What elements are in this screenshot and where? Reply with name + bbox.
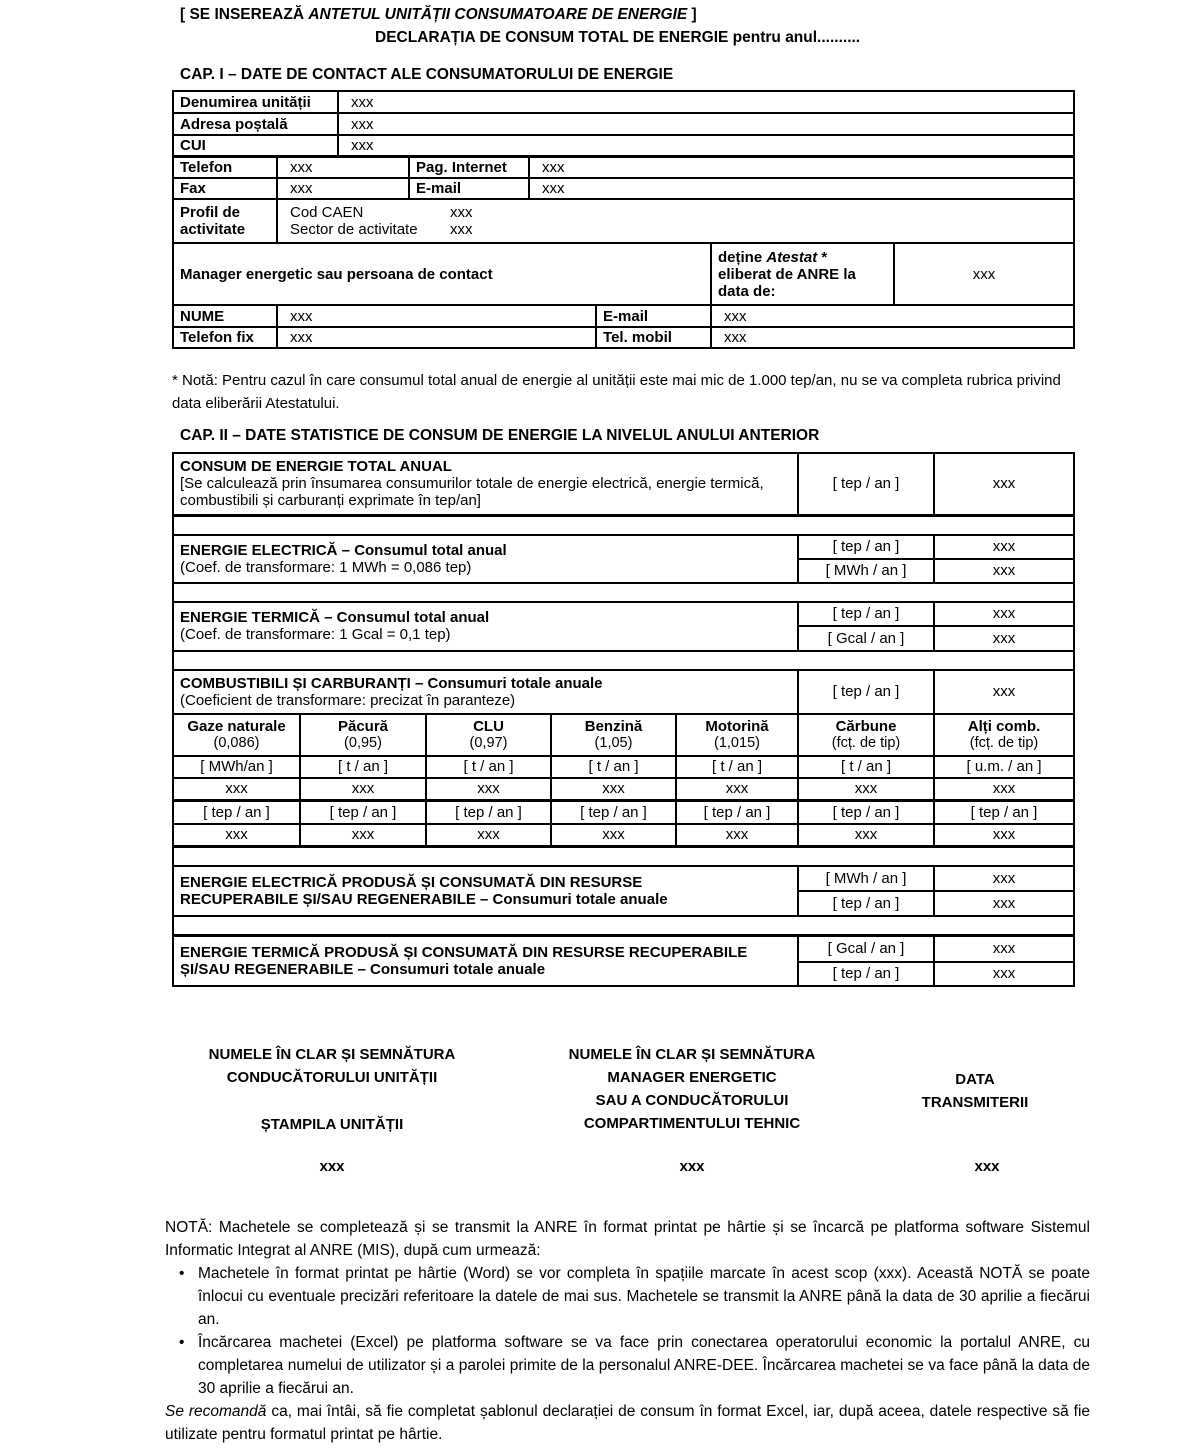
label-adresa-postala: Adresa poștală bbox=[173, 113, 338, 135]
label-nume: NUME bbox=[173, 305, 277, 327]
field-fuel-gaze-native[interactable]: xxx bbox=[173, 778, 300, 801]
profil-activitate-cell bbox=[277, 199, 1074, 243]
separator-row bbox=[173, 651, 1074, 670]
label-telefon-fix: Telefon fix bbox=[173, 327, 277, 348]
field-combustibili-total[interactable]: xxx bbox=[934, 670, 1074, 714]
field-fuel-pacura-tep[interactable]: xxx bbox=[300, 824, 426, 847]
cod-caen-line bbox=[290, 204, 1069, 221]
row-fuel-headers bbox=[173, 714, 1074, 756]
row-adresa-postala bbox=[173, 113, 1074, 135]
field-atestat-data[interactable]: xxx bbox=[894, 243, 1074, 305]
field-semnatura-manager[interactable]: xxx bbox=[679, 1158, 705, 1175]
field-denumirea-unitatii[interactable]: xxx bbox=[338, 91, 1074, 113]
separator-row bbox=[173, 515, 1074, 535]
label-sector-activitate: Sector de activitate bbox=[290, 221, 418, 238]
label-email-contact: E-mail bbox=[596, 305, 711, 327]
consum-total-title: CONSUM DE ENERGIE TOTAL ANUAL bbox=[180, 458, 452, 476]
separator-row bbox=[173, 916, 1074, 936]
energie-electrica-desc-cell bbox=[173, 535, 798, 583]
fuel-header-pacura: Păcură (0,95) bbox=[300, 714, 426, 756]
field-fuel-alti-comb-native[interactable]: xxx bbox=[934, 778, 1074, 801]
field-fuel-carbune-native[interactable]: xxx bbox=[798, 778, 934, 801]
field-energie-termica-tep[interactable]: xxx bbox=[934, 602, 1074, 626]
atestat-footnote: * Notă: Pentru cazul în care consumul total anual de energie al unității este mai mic de 1.000 tep/an, nu se va completa rubrica privind data eliberării Atestatului. bbox=[172, 372, 1061, 412]
fuel-tep-unit: [ tep / an ] bbox=[551, 801, 676, 824]
insert-header-line bbox=[180, 6, 697, 24]
row-fuel-values-tep bbox=[173, 824, 1074, 847]
field-data-transmiterii[interactable]: xxx bbox=[974, 1158, 1000, 1175]
label-fax: Fax bbox=[173, 178, 277, 199]
label-pag-internet: Pag. Internet bbox=[409, 157, 529, 179]
et-regenerabile-title-1: ENERGIE TERMICĂ PRODUSĂ ȘI CONSUMATĂ DIN RESURSE RECUPERABILE bbox=[180, 943, 748, 961]
field-telefon[interactable]: xxx bbox=[277, 157, 409, 179]
field-fuel-clu-native[interactable]: xxx bbox=[426, 778, 551, 801]
fuel-tep-unit: [ tep / an ] bbox=[934, 801, 1074, 824]
fuel-tep-unit: [ tep / an ] bbox=[300, 801, 426, 824]
et-regenerabile-unit-tep: [ tep / an ] bbox=[798, 962, 934, 986]
energie-termica-title: ENERGIE TERMICĂ – Consumul total anual bbox=[180, 609, 490, 626]
label-profil-activitate: Profil de activitate bbox=[173, 199, 277, 243]
fuel-unit-benzina: [ t / an ] bbox=[551, 756, 676, 778]
field-pag-internet[interactable]: xxx bbox=[529, 157, 1074, 179]
consum-total-desc: [Se calculează prin însumarea consumurilor totale de energie electrică, energie termică, combustibili și carburanți exprimate în tep/an] bbox=[180, 475, 764, 510]
row-cui bbox=[173, 135, 1074, 157]
separator-row bbox=[173, 847, 1074, 867]
label-denumirea-unitatii: Denumirea unității bbox=[173, 91, 338, 113]
bottom-note bbox=[165, 1216, 1090, 1446]
field-et-regenerabile-gcal[interactable]: xxx bbox=[934, 936, 1074, 962]
cap1-heading: CAP. I – DATE DE CONTACT ALE CONSUMATORULUI DE ENERGIE bbox=[180, 66, 674, 83]
field-energie-electrica-mwh[interactable]: xxx bbox=[934, 559, 1074, 583]
fuel-unit-gaze: [ MWh/an ] bbox=[173, 756, 300, 778]
cap2-heading: CAP. II – DATE STATISTICE DE CONSUM DE ENERGIE LA NIVELUL ANULUI ANTERIOR bbox=[180, 427, 820, 444]
separator-row bbox=[173, 583, 1074, 602]
signature-block bbox=[172, 1043, 1082, 1183]
bullet-icon: • bbox=[179, 1334, 185, 1351]
fuel-unit-carbune: [ t / an ] bbox=[798, 756, 934, 778]
row-fuel-units bbox=[173, 756, 1074, 778]
field-consum-total[interactable]: xxx bbox=[934, 453, 1074, 515]
row-ee-regenerabile-1 bbox=[173, 866, 1074, 891]
field-ee-regenerabile-tep[interactable]: xxx bbox=[934, 891, 1074, 916]
row-energie-termica-1 bbox=[173, 602, 1074, 626]
sector-line bbox=[290, 221, 1069, 238]
field-fuel-alti-comb-tep[interactable]: xxx bbox=[934, 824, 1074, 847]
row-energie-electrica-1 bbox=[173, 535, 1074, 559]
insert-header-italic: ANTETUL UNITĂȚII CONSUMATOARE DE ENERGIE bbox=[308, 6, 688, 23]
ee-regenerabile-title-1: ENERGIE ELECTRICĂ PRODUSĂ ȘI CONSUMATĂ DIN RESURSE bbox=[180, 874, 643, 891]
consumption-table bbox=[172, 452, 1075, 987]
consum-total-unit: [ tep / an ] bbox=[798, 453, 934, 515]
consum-total-desc-cell bbox=[173, 453, 798, 515]
fuel-header-gaze: Gaze naturale (0,086) bbox=[173, 714, 300, 756]
field-tel-mobil[interactable]: xxx bbox=[711, 327, 1074, 348]
insert-header-suffix: ] bbox=[687, 6, 697, 23]
combustibili-unit: [ tep / an ] bbox=[798, 670, 934, 714]
energie-electrica-title: ENERGIE ELECTRICĂ – Consumul total anual bbox=[180, 541, 507, 559]
field-telefon-fix[interactable]: xxx bbox=[277, 327, 596, 348]
row-nume bbox=[173, 305, 1074, 327]
combustibili-title: COMBUSTIBILI ȘI CARBURANȚI – Consumuri totale anuale bbox=[180, 674, 603, 692]
field-et-regenerabile-tep[interactable]: xxx bbox=[934, 962, 1074, 986]
field-fuel-gaze-tep[interactable]: xxx bbox=[173, 824, 300, 847]
field-cui[interactable]: xxx bbox=[338, 135, 1074, 157]
field-fuel-benzina-tep[interactable]: xxx bbox=[551, 824, 676, 847]
field-energie-termica-gcal[interactable]: xxx bbox=[934, 626, 1074, 651]
row-telefon bbox=[173, 157, 1074, 179]
label-manager-energetic: Manager energetic sau persoana de contact bbox=[173, 243, 711, 305]
energie-termica-coef: (Coef. de transformare: 1 Gcal = 0,1 tep) bbox=[180, 626, 451, 643]
fuel-tep-unit: [ tep / an ] bbox=[173, 801, 300, 824]
ee-regenerabile-unit-mwh: [ MWh / an ] bbox=[798, 866, 934, 891]
atestat-italic: Atestat bbox=[766, 248, 818, 266]
insert-header-prefix: [ SE INSEREAZĂ bbox=[180, 6, 309, 23]
fuel-tep-unit: [ tep / an ] bbox=[676, 801, 798, 824]
energie-electrica-unit-mwh: [ MWh / an ] bbox=[798, 559, 934, 583]
energie-electrica-unit-tep: [ tep / an ] bbox=[798, 535, 934, 559]
fuel-unit-clu: [ t / an ] bbox=[426, 756, 551, 778]
fuel-tep-unit: [ tep / an ] bbox=[426, 801, 551, 824]
field-sector-activitate[interactable]: xxx bbox=[450, 221, 473, 238]
field-energie-electrica-tep[interactable]: xxx bbox=[934, 535, 1074, 559]
row-fax bbox=[173, 178, 1074, 199]
field-fuel-clu-tep[interactable]: xxx bbox=[426, 824, 551, 847]
row-telefon-fix bbox=[173, 327, 1074, 348]
combustibili-desc: (Coeficient de transformare: precizat în paranteze) bbox=[180, 691, 516, 709]
signature-col-conducator: NUMELE ÎN CLAR ȘI SEMNĂTURA CONDUCĂTORULUI UNITĂȚII ȘTAMPILA UNITĂȚII bbox=[182, 1043, 482, 1136]
et-regenerabile-desc-cell bbox=[173, 936, 798, 986]
field-nume[interactable]: xxx bbox=[277, 305, 596, 327]
energie-electrica-coef: (Coef. de transformare: 1 MWh = 0,086 tep) bbox=[180, 558, 472, 576]
ee-regenerabile-unit-tep: [ tep / an ] bbox=[798, 891, 934, 916]
field-fuel-motorina-native[interactable]: xxx bbox=[676, 778, 798, 801]
fuel-unit-pacura: [ t / an ] bbox=[300, 756, 426, 778]
row-denumirea-unitatii bbox=[173, 91, 1074, 113]
field-fax[interactable]: xxx bbox=[277, 178, 409, 199]
ee-regenerabile-title-2: RECUPERABILE ȘI/SAU REGENERABILE – Consumuri totale anuale bbox=[180, 891, 668, 908]
note-recommendation: Se recomandă ca, mai întâi, să fie completat șablonul declarației de consum în format Excel, iar, după aceea, datele respective să fie utilizate pentru formatul printat pe hârtie. bbox=[165, 1403, 1091, 1443]
row-combustibili bbox=[173, 670, 1074, 714]
label-cui: CUI bbox=[173, 135, 338, 157]
label-cod-caen: Cod CAEN bbox=[290, 204, 364, 221]
row-fuel-tep-units bbox=[173, 801, 1074, 824]
field-fuel-benzina-native[interactable]: xxx bbox=[551, 778, 676, 801]
row-manager-energetic bbox=[173, 243, 1074, 305]
document-title: DECLARAȚIA DE CONSUM TOTAL DE ENERGIE pentru anul.......... bbox=[375, 29, 861, 46]
field-email-contact[interactable]: xxx bbox=[711, 305, 1074, 327]
et-regenerabile-unit-gcal: [ Gcal / an ] bbox=[798, 936, 934, 962]
fuel-tep-unit: [ tep / an ] bbox=[798, 801, 934, 824]
field-cod-caen[interactable]: xxx bbox=[450, 204, 473, 221]
field-fuel-pacura-native[interactable]: xxx bbox=[300, 778, 426, 801]
row-profil-activitate bbox=[173, 199, 1074, 243]
fuel-unit-alti-comb: [ u.m. / an ] bbox=[934, 756, 1074, 778]
bullet-icon: • bbox=[179, 1265, 185, 1282]
field-adresa-postala[interactable]: xxx bbox=[338, 113, 1074, 135]
note-intro: NOTĂ: Machetele se completează și se transmit la ANRE în format printat pe hârtie și se încarcă pe platforma software Sistemul Informatic Integrat al ANRE (MIS), după cum urmează: bbox=[165, 1219, 1090, 1259]
field-semnatura-conducator[interactable]: xxx bbox=[319, 1158, 345, 1175]
stampila-label: ȘTAMPILA UNITĂȚII bbox=[260, 1116, 404, 1133]
contact-table bbox=[172, 90, 1075, 349]
signature-col-manager: NUMELE ÎN CLAR ȘI SEMNĂTURA MANAGER ENERGETIC SAU A CONDUCĂTORULUI COMPARTIMENTULUI TEHNIC bbox=[568, 1046, 816, 1132]
energie-termica-desc-cell bbox=[173, 602, 798, 651]
row-et-regenerabile-1 bbox=[173, 936, 1074, 962]
field-fuel-carbune-tep[interactable]: xxx bbox=[798, 824, 934, 847]
fuel-header-clu: CLU (0,97) bbox=[426, 714, 551, 756]
field-email[interactable]: xxx bbox=[529, 178, 1074, 199]
field-fuel-motorina-tep[interactable]: xxx bbox=[676, 824, 798, 847]
label-tel-mobil: Tel. mobil bbox=[596, 327, 711, 348]
field-ee-regenerabile-mwh[interactable]: xxx bbox=[934, 866, 1074, 891]
ee-regenerabile-desc-cell bbox=[173, 866, 798, 916]
energie-termica-unit-tep: [ tep / an ] bbox=[798, 602, 934, 626]
combustibili-desc-cell bbox=[173, 670, 798, 714]
signature-col-data: DATA TRANSMITERII bbox=[921, 1071, 1029, 1111]
energie-termica-unit-gcal: [ Gcal / an ] bbox=[798, 626, 934, 651]
label-telefon: Telefon bbox=[173, 157, 277, 179]
fuel-header-motorina: Motorină (1,015) bbox=[676, 714, 798, 756]
note-bullet-2: • Încărcarea machetei (Excel) pe platforma software se va face prin conectarea operatorului economic la portalul ANRE, cu completarea numelui de utilizator și a parolei primite de la personalul ANRE-DEE. Încărcarea machetei se va face până la data de 30 aprilie a fiecărui an. bbox=[165, 1331, 1090, 1400]
label-atestat: deține Atestat * eliberat de ANRE la data de: bbox=[711, 243, 894, 305]
et-regenerabile-title-2: ȘI/SAU REGENERABILE – Consumuri totale anuale bbox=[180, 960, 546, 978]
label-email: E-mail bbox=[409, 178, 529, 199]
fuel-header-carbune: Cărbune (fcț. de tip) bbox=[798, 714, 934, 756]
row-consum-total bbox=[173, 453, 1074, 515]
row-fuel-values-native bbox=[173, 778, 1074, 801]
fuel-unit-motorina: [ t / an ] bbox=[676, 756, 798, 778]
fuel-header-benzina: Benzină (1,05) bbox=[551, 714, 676, 756]
fuel-header-alti-comb: Alți comb. (fcț. de tip) bbox=[934, 714, 1074, 756]
note-bullet-1: • Machetele în format printat pe hârtie (Word) se vor completa în spațiile marcate în acest scop (xxx). Această NOTĂ se poate înlocui cu eventuale precizări referitoare la datele de mai sus. Machetele se transmit la ANRE până la data de 30 aprilie a fiecărui an. bbox=[165, 1262, 1090, 1331]
